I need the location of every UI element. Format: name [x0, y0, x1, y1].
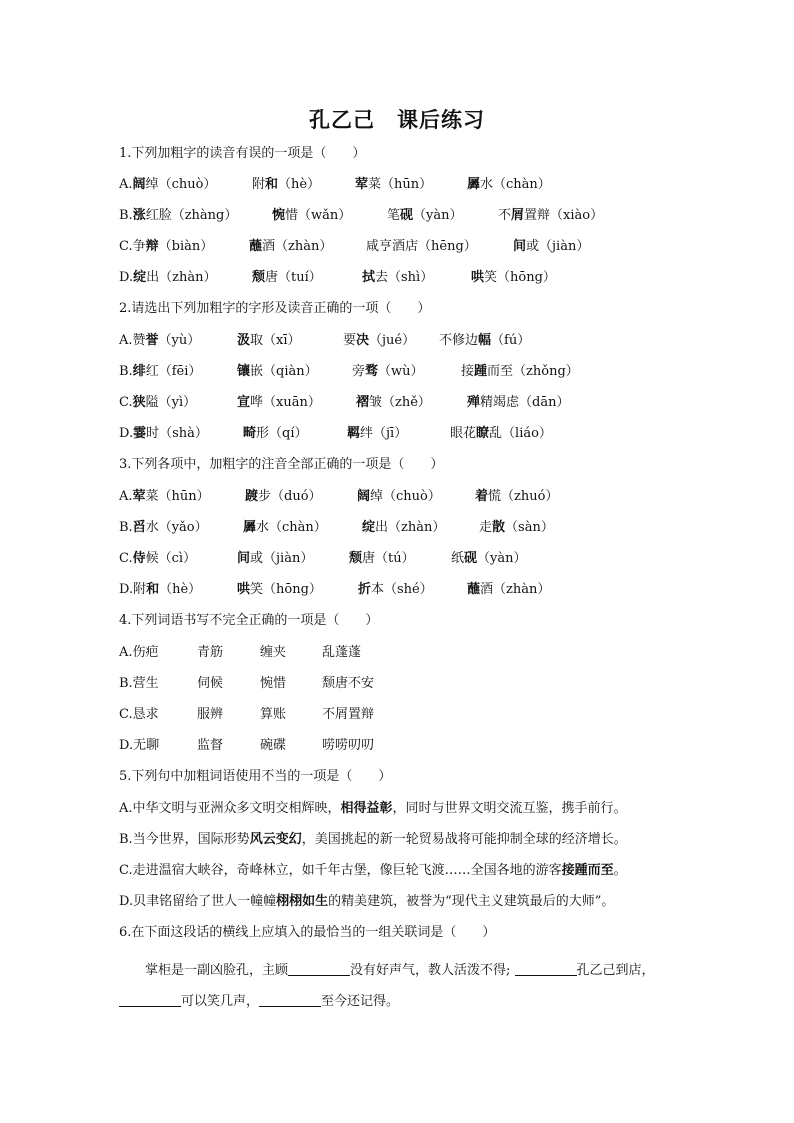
q4-a-item-3: 缠夹 — [260, 645, 287, 660]
q4-b-item-3: 惋惜 — [260, 676, 287, 691]
q3-b-item-2: 羼水（chàn） — [243, 520, 327, 535]
q4-c-item-2: 服辨 — [197, 707, 224, 722]
q2-d-item-3: 羁绊（jī） — [347, 426, 408, 441]
q3-c-item-3: 颓唐（tú） — [349, 551, 415, 566]
q2-b-item-4: 接踵而至（zhǒng） — [461, 364, 579, 379]
q3-a-item-2: 踱步（duó） — [245, 489, 322, 504]
q3-d-item-3: 折本（shé） — [358, 582, 433, 597]
q2-c-item-2: 宣哗（xuān） — [237, 395, 321, 410]
q6-stem: 6.在下面这段话的横线上应填入的最恰当的一组关联词是（ ） — [119, 925, 496, 940]
q2-c-item-4: 殚精竭虑（dān） — [467, 395, 570, 410]
q3-c-item-2: 间或（jiàn） — [237, 551, 314, 566]
q2-a-item-4: 不修边幅（fú） — [439, 333, 531, 348]
q5-option-d: D.贝聿铭留给了世人一幢幢栩栩如生的精美建筑，被誉为“现代主义建筑最后的大师”。 — [119, 894, 615, 909]
q4-b-item-4: 颓唐不安 — [322, 676, 375, 691]
q6-passage: 掌柜是一副凶脸孔，主顾 没有好声气，教人活泼不得; 孔乙己到店，可以笑几声， 至今还记得。 — [119, 955, 679, 1017]
q3-a-item-4: 着慌（zhuó） — [475, 489, 559, 504]
q3-b-item-1: B.舀水（yǎo） — [119, 520, 208, 535]
q4-b-item-1: B.营生 — [119, 676, 159, 691]
q2-b-item-3: 旁骛（wù） — [352, 364, 424, 379]
q3-a-item-3: 阔绰（chuò） — [357, 489, 441, 504]
q4-b-item-2: 伺候 — [197, 676, 224, 691]
q4-d-item-1: D.无聊 — [119, 738, 160, 753]
q2-a-item-1: A.赞誉（yù） — [119, 333, 201, 348]
q5-stem: 5.下列句中加粗词语使用不当的一项是（ ） — [119, 769, 392, 784]
q2-a-item-3: 要决（jué） — [343, 333, 416, 348]
q3-c-item-1: C.侍候（cì） — [119, 551, 197, 566]
q2-d-item-2: 畸形（qí） — [243, 426, 308, 441]
q2-stem: 2.请选出下列加粗字的字形及读音正确的一项（ ） — [119, 301, 431, 316]
q4-d-item-2: 监督 — [197, 738, 224, 753]
q3-d-item-1: D.附和（hè） — [119, 582, 202, 597]
q2-b-item-1: B.绯红（fēi） — [119, 364, 202, 379]
q3-d-item-4: 蘸酒（zhàn） — [467, 582, 551, 597]
q3-c-item-4: 纸砚（yàn） — [451, 551, 527, 566]
q1-a-item-4: 羼水（chàn） — [467, 177, 551, 192]
q2-c-item-3: 褶皱（zhě） — [356, 395, 431, 410]
q4-d-item-3: 碗碟 — [260, 738, 287, 753]
q3-a-item-1: A.荤菜（hūn） — [119, 489, 210, 504]
q5-option-b: B.当今世界，国际形势风云变幻，美国挑起的新一轮贸易战将可能抑制全球的经济增长。 — [119, 832, 627, 847]
fill-blank-1[interactable] — [288, 961, 350, 976]
q1-c-item-1: C.争辩（biàn） — [119, 239, 214, 254]
q4-c-item-1: C.恳求 — [119, 707, 159, 722]
q1-c-item-3: 咸亨酒店（hēng） — [366, 239, 477, 254]
q2-d-item-1: D.霎时（shà） — [119, 426, 208, 441]
q1-b-item-2: 惋惜（wǎn） — [272, 208, 352, 223]
q1-b-item-3: 笔砚（yàn） — [387, 208, 463, 223]
fill-blank-3[interactable] — [119, 992, 181, 1007]
q3-d-item-2: 哄笑（hōng） — [237, 582, 322, 597]
q4-a-item-1: A.伤疤 — [119, 645, 159, 660]
q1-a-item-2: 附和（hè） — [252, 177, 321, 192]
q1-stem: 1.下列加粗字的读音有误的一项是（ ） — [119, 146, 366, 161]
q2-b-item-2: 镶嵌（qiàn） — [237, 364, 318, 379]
q2-c-item-1: C.狭隘（yì） — [119, 395, 197, 410]
page-title: 孔乙己 课后练习 — [309, 107, 485, 132]
fill-blank-4[interactable] — [259, 992, 321, 1007]
q1-b-item-1: B.涨红脸（zhàng） — [119, 208, 238, 223]
q1-a-item-1: A.阔绰（chuò） — [119, 177, 217, 192]
q2-d-item-4: 眼花瞭乱（liáo） — [450, 426, 552, 441]
q1-b-item-4: 不屑置辩（xiào） — [498, 208, 604, 223]
q3-stem: 3.下列各项中，加粗字的注音全部正确的一项是（ ） — [119, 457, 444, 472]
q1-c-item-4: 间或（jiàn） — [513, 239, 590, 254]
q3-b-item-4: 走散（sàn） — [479, 520, 554, 535]
q4-c-item-4: 不屑置辩 — [322, 707, 375, 722]
q5-option-c: C.走进温宿大峡谷，奇峰林立，如千年古堡，像巨轮飞渡……全国各地的游客接踵而至。 — [119, 863, 627, 878]
q1-d-item-1: D.绽出（zhàn） — [119, 270, 217, 285]
q1-d-item-4: 哄笑（hōng） — [471, 270, 556, 285]
q1-a-item-3: 荤菜（hūn） — [355, 177, 433, 192]
q4-d-item-4: 唠唠叨叨 — [322, 738, 375, 753]
q3-b-item-3: 绽出（zhàn） — [362, 520, 446, 535]
q5-option-a: A.中华文明与亚洲众多文明交相辉映，相得益彰，同时与世界文明交流互鉴，携手前行。 — [119, 801, 627, 816]
q4-stem: 4.下列词语书写不完全正确的一项是（ ） — [119, 613, 379, 628]
q4-c-item-3: 算账 — [260, 707, 287, 722]
q4-a-item-2: 青筋 — [197, 645, 224, 660]
q1-d-item-3: 拭去（shì） — [362, 270, 434, 285]
q1-c-item-2: 蘸酒（zhàn） — [249, 239, 333, 254]
q4-a-item-4: 乱蓬蓬 — [322, 645, 362, 660]
q1-d-item-2: 颓唐（tuí） — [252, 270, 322, 285]
q2-a-item-2: 汲取（xī） — [237, 333, 301, 348]
fill-blank-2[interactable] — [515, 961, 577, 976]
